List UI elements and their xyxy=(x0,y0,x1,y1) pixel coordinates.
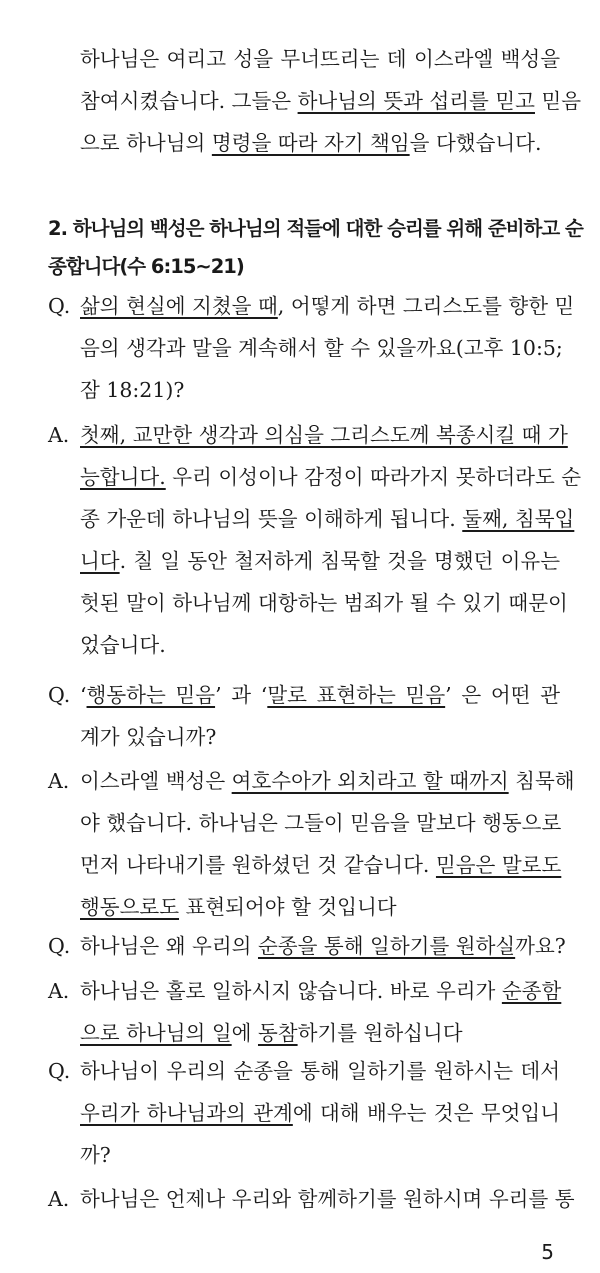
answer-text: 이스라엘 백성은 여호수아가 외치라고 할 때까지 침묵해 야 했습니다. 하나님은 그들이 믿음을 말보다 행동으로 먼저 나타내기를 원하셨던 것 같습니다. 믿음은 말로도 행동으로도 표현되어야 할 것입니다 xyxy=(80,769,575,919)
answer-marker: A. xyxy=(48,769,70,793)
underlined-phrase: 명령을 따라 자기 책임 xyxy=(211,131,410,155)
underlined-phrase: 능합니다. xyxy=(80,465,166,489)
answer-marker: A. xyxy=(48,423,70,447)
question-text: 하나님은 왜 우리의 순종을 통해 일하기를 원하실까요? xyxy=(80,934,566,958)
underlined-phrase: 동참 xyxy=(257,1021,298,1045)
underlined-phrase: 우리가 하나님과의 관계 xyxy=(80,1101,293,1125)
heading-line: 종합니다(수 6:15~21) xyxy=(48,255,244,278)
underlined-phrase: 여호수아가 외치라고 할 때까지 xyxy=(231,769,509,793)
underlined-phrase: 믿음은 말로도 xyxy=(435,853,562,877)
underlined-phrase: 순종을 통해 일하기를 원하실 xyxy=(257,934,516,958)
underlined-phrase: 니다 xyxy=(80,549,120,573)
underlined-phrase: 삶의 현실에 지쳤을 때 xyxy=(80,294,278,318)
question-marker: Q. xyxy=(48,294,71,318)
text-line: 으로 하나님의 명령을 따라 자기 책임을 다했습니다. xyxy=(80,131,542,155)
underlined-phrase: 행동으로도 xyxy=(80,895,180,919)
answer-marker: A. xyxy=(48,1187,70,1211)
answer-text: 하나님은 홀로 일하시지 않습니다. 바로 우리가 순종함 으로 하나님의 일에 동참하기를 원하십니다 xyxy=(80,979,562,1045)
question-marker: Q. xyxy=(48,1059,71,1083)
answer-marker: A. xyxy=(48,979,70,1003)
page-number: 5 xyxy=(541,1240,554,1264)
question-text: 하나님이 우리의 순종을 통해 일하기를 원하시는 데서 우리가 하나님과의 관계에 대해 배우는 것은 무엇입니 까? xyxy=(80,1059,561,1167)
section-heading xyxy=(48,210,583,286)
underlined-phrase: 둘째, 침묵입 xyxy=(462,507,575,531)
question-text: ‘행동하는 믿음’ 과 ‘말로 표현하는 믿음’ 은 어떤 관 계가 있습니까? xyxy=(80,683,560,749)
question-marker: Q. xyxy=(48,683,71,707)
text-line: 참여시켰습니다. 그들은 하나님의 뜻과 섭리를 믿고 믿음 xyxy=(80,89,582,113)
underlined-phrase: 말로 표현하는 믿음 xyxy=(267,683,446,707)
underlined-phrase: 하나님의 뜻과 섭리를 믿고 xyxy=(297,89,535,113)
answer-text: 하나님은 언제나 우리와 함께하기를 원하시며 우리를 통 xyxy=(80,1187,575,1211)
heading-line: 2. 하나님의 백성은 하나님의 적들에 대한 승리를 위해 준비하고 순 xyxy=(48,217,583,240)
answer-text: 첫째, 교만한 생각과 의심을 그리스도께 복종시킬 때 가 능합니다. 우리 이성이나 감정이 따라가지 못하더라도 순 종 가운데 하나님의 뜻을 이해하게 됩니다. 둘째, 침묵입 니다. 칠 일 동안 철저하게 침묵할 것을 명했던 이유는 헛된 말이 하나님께 대항하는 범죄가 될 수 있기 때문이 었습니다. xyxy=(80,423,582,657)
text-line: 하나님은 여리고 성을 무너뜨리는 데 이스라엘 백성을 xyxy=(80,47,560,71)
question-text: 삶의 현실에 지쳤을 때, 어떻게 하면 그리스도를 향한 믿 음의 생각과 말을 계속해서 할 수 있을까요(고후 10:5; 잠 18:21)? xyxy=(80,294,575,402)
underlined-phrase: 순종함 xyxy=(501,979,562,1003)
intro-paragraph xyxy=(80,38,582,164)
question-marker: Q. xyxy=(48,934,71,958)
underlined-phrase: 행동하는 믿음 xyxy=(86,683,216,707)
underlined-phrase: 으로 하나님의 일 xyxy=(80,1021,232,1045)
underlined-phrase: 첫째, 교만한 생각과 의심을 그리스도께 복종시킬 때 가 xyxy=(80,423,568,447)
